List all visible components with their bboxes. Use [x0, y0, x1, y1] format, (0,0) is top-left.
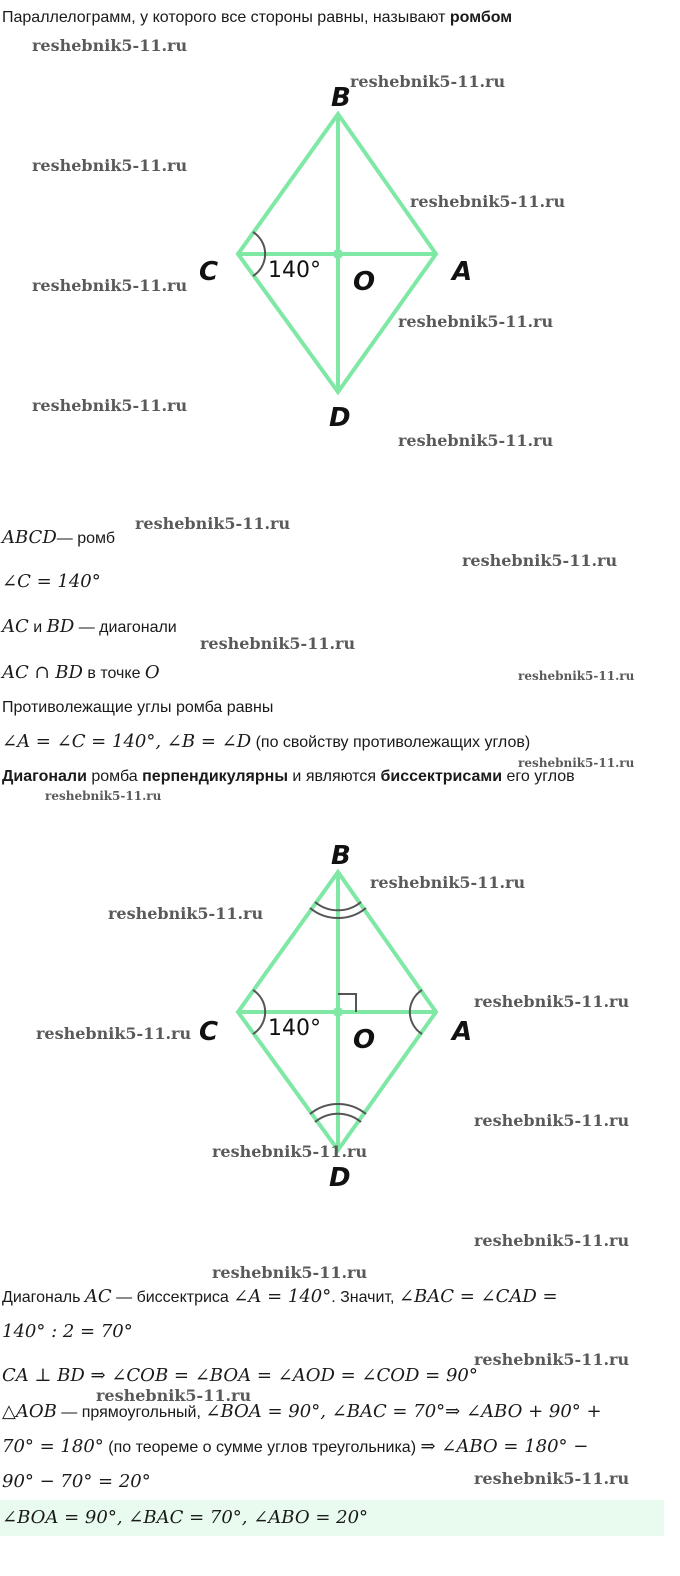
line-diagonal-property: Диагонали ромба перпендикулярны и являются биссектрисами его углов [2, 768, 575, 785]
watermark: reshebnik5-11.ru [398, 431, 554, 450]
line-angle-sum: 70° = 180° (по теореме о сумме углов треугольника) ⇒ ∠ABO = 180° − [2, 1436, 589, 1457]
intro-bold: ромбом [449, 9, 513, 26]
line-half-angle: 140° : 2 = 70° [2, 1321, 133, 1342]
watermark: reshebnik5-11.ru [518, 756, 635, 770]
vertex-c-label: C [199, 1017, 219, 1047]
watermark: reshebnik5-11.ru [474, 1111, 630, 1130]
watermark: reshebnik5-11.ru [212, 1142, 368, 1161]
line-abo-value: 90° − 70° = 20° [2, 1471, 151, 1492]
watermark: reshebnik5-11.ru [32, 36, 188, 55]
line-opposite-angles: Противолежащие углы ромба равны [2, 699, 274, 716]
line-bisector: Диагональ AC — биссектриса ∠A = 140°. Значит, ∠BAC = ∠CAD = [2, 1286, 558, 1307]
watermark: reshebnik5-11.ru [370, 873, 526, 892]
watermark: reshebnik5-11.ru [398, 312, 554, 331]
rhombus-diagram-1 [0, 70, 680, 440]
line-angles-equal: ∠A = ∠C = 140°, ∠B = ∠D (по свойству противолежащих углов) [2, 731, 531, 752]
line-diagonals: AC и BD — диагонали [2, 616, 177, 637]
watermark: reshebnik5-11.ru [108, 904, 264, 923]
point-o-label: O [353, 1025, 376, 1055]
watermark: reshebnik5-11.ru [32, 276, 188, 295]
vertex-c-label: C [199, 257, 219, 287]
intro-text: Параллелограмм, у которого все стороны равны, называют ромбом [2, 9, 513, 26]
watermark: reshebnik5-11.ru [474, 1350, 630, 1369]
line-intersection: AC ∩ BD в точке O [2, 662, 160, 683]
watermark: reshebnik5-11.ru [410, 192, 566, 211]
watermark: reshebnik5-11.ru [96, 1386, 252, 1405]
point-o-label: O [353, 267, 376, 297]
watermark: reshebnik5-11.ru [36, 1024, 192, 1043]
line-abcd: ABCD— ромб [2, 527, 115, 548]
line-perpendicular: CA ⊥ BD ⇒ ∠COB = ∠BOA = ∠AOD = ∠COD = 90° [2, 1365, 478, 1386]
watermark: reshebnik5-11.ru [518, 669, 635, 683]
vertex-d-label: D [329, 403, 351, 433]
result-line: ∠BOA = 90°, ∠BAC = 70°, ∠ABO = 20° [2, 1507, 369, 1528]
watermark: reshebnik5-11.ru [350, 72, 506, 91]
watermark: reshebnik5-11.ru [462, 551, 618, 570]
vertex-d-label: D [329, 1163, 351, 1193]
watermark: reshebnik5-11.ru [212, 1263, 368, 1282]
watermark: reshebnik5-11.ru [474, 992, 630, 1011]
angle-label: 140° [268, 1016, 321, 1041]
watermark: reshebnik5-11.ru [45, 789, 162, 803]
watermark: reshebnik5-11.ru [135, 514, 291, 533]
watermark: reshebnik5-11.ru [474, 1469, 630, 1488]
line-angle-c: ∠C = 140° [2, 571, 101, 592]
watermark: reshebnik5-11.ru [32, 156, 188, 175]
vertex-a-label: A [452, 1017, 473, 1047]
angle-label: 140° [268, 258, 321, 283]
vertex-b-label: B [331, 841, 351, 871]
watermark: reshebnik5-11.ru [32, 396, 188, 415]
vertex-a-label: A [452, 257, 473, 287]
line-right-triangle: △AOB — прямоугольный, ∠BOA = 90°, ∠BAC = 70°⇒ ∠ABO + 90° + [2, 1401, 602, 1422]
watermark: reshebnik5-11.ru [200, 634, 356, 653]
vertex-b-label: B [331, 83, 351, 113]
watermark: reshebnik5-11.ru [474, 1231, 630, 1250]
